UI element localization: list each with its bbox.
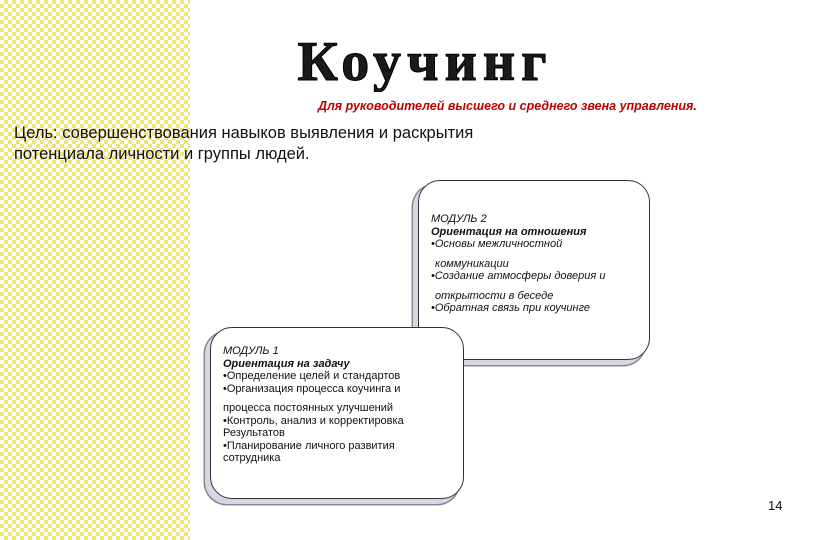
module-1-content	[223, 345, 455, 465]
module-1-item: •Определение целей и стандартов	[223, 370, 401, 382]
module-1-item: •Организация процесса коучинга и	[223, 382, 401, 395]
module-2-item: •Основы межличностной	[431, 238, 563, 250]
goal-line: потенциала личности и группы людей.	[14, 145, 310, 163]
module-2-item: коммуникации	[435, 257, 509, 270]
module-2-heading: Ориентация на отношения	[431, 225, 587, 238]
page-number: 14	[768, 498, 783, 513]
module-1-item: процесса постоянных улучшений	[223, 402, 394, 414]
goal-line: Цель: совершенствования навыков выявления и раскрытия	[14, 124, 474, 142]
module-1-number: МОДУЛЬ 1	[223, 345, 279, 357]
checkered-side-pattern	[0, 0, 190, 540]
module-2-item: •Обратная связь при коучинге	[431, 302, 591, 314]
slide-title-text: Коучинг	[297, 31, 553, 92]
subtitle: Для руководителей высшего и среднего звена управления.	[318, 99, 697, 113]
slide-title	[260, 28, 590, 92]
module-2-number: МОДУЛЬ 2	[431, 213, 487, 225]
goal-statement	[14, 123, 594, 165]
module-2-content	[431, 213, 641, 315]
module-1-item: •Планирование личного развития	[223, 439, 395, 452]
module-1-box	[210, 327, 464, 499]
module-2-item: •Создание атмосферы доверия и	[431, 270, 606, 282]
module-1-item: •Контроль, анализ и корректировка	[223, 414, 404, 427]
module-2-item: открытости в беседе	[435, 289, 554, 302]
module-1-heading: Ориентация на задачу	[223, 357, 350, 370]
module-1-item: Результатов	[223, 427, 285, 439]
module-1-item: сотрудника	[223, 452, 281, 464]
